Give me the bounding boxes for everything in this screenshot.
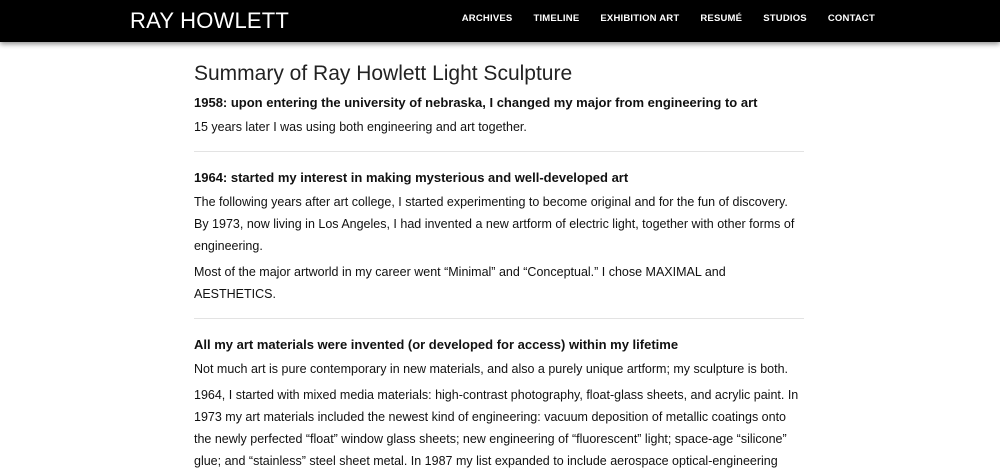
nav-archives[interactable]: ARCHIVES (461, 13, 513, 24)
nav-timeline[interactable]: TIMELINE (533, 13, 580, 24)
section-divider (194, 151, 804, 152)
section-paragraph: The following years after art college, I started experimenting to become original and for the fun of discovery. By 1973, now living in Los Angeles, I had invented a new artform of electric light, together with other forms of engineering. (194, 195, 795, 253)
nav-resume[interactable]: RESUMÉ (700, 13, 743, 24)
section-heading: All my art materials were invented (or developed for access) within my lifetime (194, 337, 679, 352)
main-nav (462, 13, 875, 24)
nav-exhibition-art[interactable]: EXHIBITION ART (600, 13, 680, 24)
section-paragraph: Not much art is pure contemporary in new materials, and also a purely unique artform; my sculpture is both. (194, 362, 789, 376)
nav-studios[interactable]: STUDIOS (763, 13, 807, 24)
section-1964 (194, 169, 804, 305)
section-paragraph: 15 years later I was using both engineering and art together. (194, 120, 527, 134)
page-title: Summary of Ray Howlett Light Sculpture (194, 62, 573, 85)
section-heading: 1964: started my interest in making mysterious and well-developed art (194, 170, 629, 185)
section-paragraph: 1964, I started with mixed media materials: high-contrast photography, float-glass sheets, and acrylic paint. In 1973 my art materials included the newest kind of engineering: vacuum deposition of metallic coatings onto the newly perfected “float” window glass sheets; new engineering of “fluorescent” light; space-age “silicone” glue; and “stainless” steel sheet metal. In 1987 my list expanded to include aerospace optical-engineering (194, 388, 799, 468)
section-paragraph: Most of the major artworld in my career went “Minimal” and “Conceptual.” I chose MAXIMAL and AESTHETICS. (194, 265, 726, 301)
section-materials (194, 336, 804, 472)
top-navbar (0, 0, 1000, 42)
section-1958 (194, 94, 804, 138)
section-divider (194, 318, 804, 319)
main-content (194, 62, 804, 476)
nav-contact[interactable]: CONTACT (827, 13, 875, 24)
site-logo-link[interactable]: RAY HOWLETT (130, 8, 290, 33)
section-heading: 1958: upon entering the university of nebraska, I changed my major from engineering to art (194, 95, 758, 110)
